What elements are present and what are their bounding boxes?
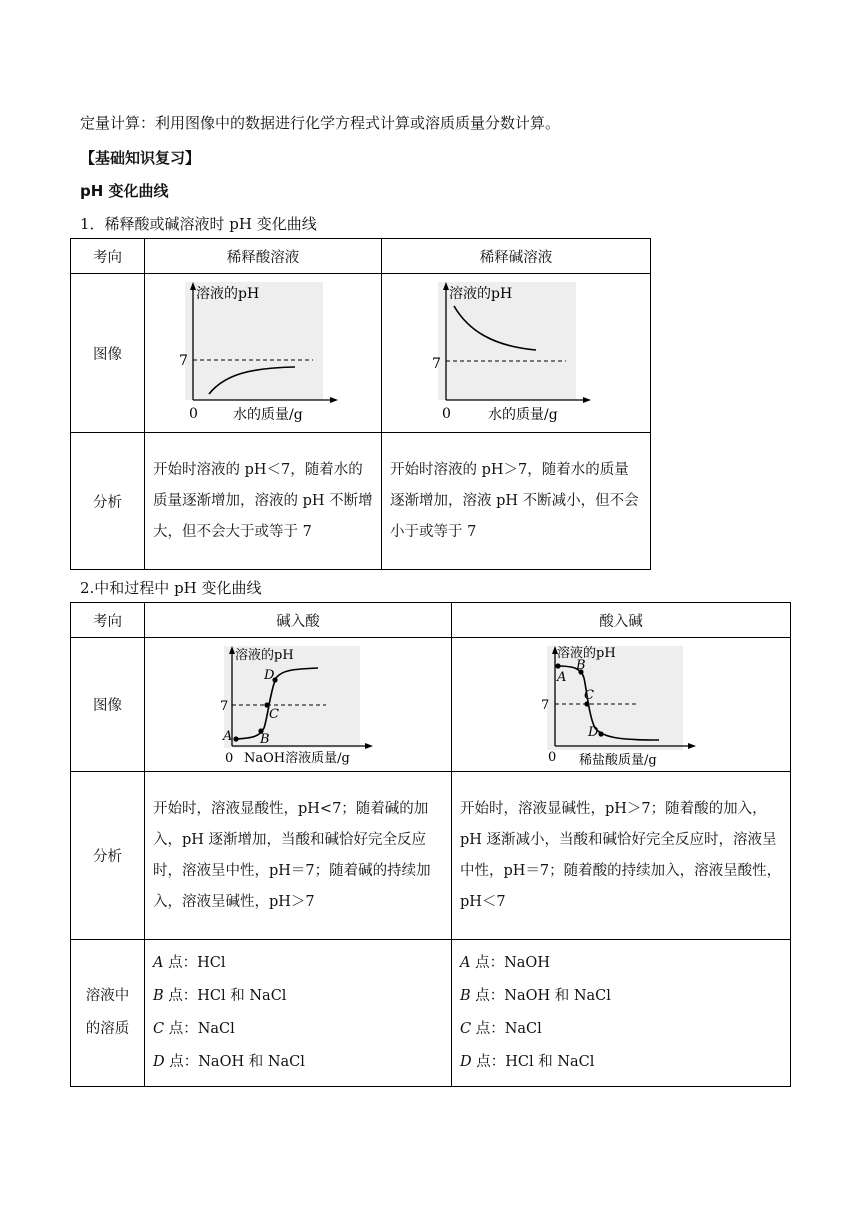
- svg-text:水的质量/g: 水的质量/g: [233, 407, 303, 423]
- svg-text:0: 0: [548, 749, 557, 765]
- solute-point-d: D 点：NaOH 和 NaCl: [153, 1054, 305, 1070]
- item2-title: 2.中和过程中 pH 变化曲线: [80, 579, 262, 597]
- graph-acid-into-base: [452, 638, 791, 772]
- row-label-image-2: 图像: [71, 638, 145, 772]
- svg-text:0: 0: [189, 406, 198, 422]
- row-label-analysis: 分析: [71, 433, 145, 570]
- svg-text:7: 7: [179, 353, 188, 369]
- svg-text:D: D: [264, 667, 275, 683]
- solute-point-b: B 点：NaOH 和 NaCl: [460, 988, 611, 1004]
- header-acid-into-base: 酸入碱: [452, 603, 791, 638]
- svg-text:溶液的pH: 溶液的pH: [235, 647, 294, 663]
- svg-text:C: C: [584, 687, 594, 703]
- solutes-acid-into-base: [452, 940, 791, 1087]
- graph-base-into-acid: [145, 638, 452, 772]
- svg-text:C: C: [269, 706, 279, 722]
- solute-point-a: A 点：HCl: [153, 955, 226, 971]
- solutes-base-into-acid: [145, 940, 452, 1087]
- graph-dilute-base: [382, 274, 651, 433]
- svg-text:水的质量/g: 水的质量/g: [488, 407, 558, 423]
- neutralization-table: [70, 602, 791, 1087]
- svg-text:A: A: [223, 728, 233, 744]
- row-label-analysis-2: 分析: [71, 772, 145, 940]
- svg-text:溶液的pH: 溶液的pH: [557, 645, 616, 661]
- svg-text:0: 0: [225, 750, 234, 766]
- row-label-image: 图像: [71, 274, 145, 433]
- header-base-into-acid: 碱入酸: [145, 603, 452, 638]
- solute-point-c: C 点：NaCl: [460, 1021, 542, 1037]
- svg-text:NaOH溶液质量/g: NaOH溶液质量/g: [244, 750, 350, 766]
- svg-text:7: 7: [220, 698, 229, 714]
- svg-text:溶液的pH: 溶液的pH: [196, 286, 260, 302]
- svg-text:A: A: [557, 669, 567, 685]
- subheading: pH 变化曲线: [80, 182, 169, 200]
- solute-point-a: A 点：NaOH: [460, 955, 550, 971]
- header-kaoxiang: 考向: [71, 239, 145, 274]
- graph-dilute-acid: [145, 274, 382, 433]
- svg-text:0: 0: [442, 406, 451, 422]
- svg-text:D: D: [588, 724, 599, 740]
- solute-point-d: D 点：HCl 和 NaCl: [460, 1054, 595, 1070]
- solute-point-c: C 点：NaCl: [153, 1021, 235, 1037]
- intro-text: 定量计算：利用图像中的数据进行化学方程式计算或溶质质量分数计算。: [80, 114, 561, 132]
- solute-point-b: B 点：HCl 和 NaCl: [153, 988, 287, 1004]
- analysis-acid-into-base: 开始时，溶液显碱性，pH＞7；随着酸的加入，pH 逐渐减小，当酸和碱恰好完全反应时，溶液呈中性，pH＝7；随着酸的持续加入，溶液呈酸性，pH＜7: [452, 772, 791, 940]
- analysis-dilute-base: 开始时溶液的 pH＞7，随着水的质量逐渐增加，溶液 pH 不断减小，但不会小于或等于 7: [382, 433, 651, 570]
- header-kaoxiang-2: 考向: [71, 603, 145, 638]
- svg-text:稀盐酸质量/g: 稀盐酸质量/g: [579, 752, 657, 768]
- analysis-dilute-acid: 开始时溶液的 pH＜7，随着水的质量逐渐增加，溶液的 pH 不断增大，但不会大于或等于 7: [145, 433, 382, 570]
- header-dilute-base: 稀释碱溶液: [382, 239, 651, 274]
- svg-text:B: B: [576, 657, 586, 673]
- svg-text:7: 7: [432, 356, 441, 372]
- svg-text:7: 7: [541, 697, 550, 713]
- analysis-base-into-acid: 开始时，溶液显酸性，pH<7；随着碱的加入，pH 逐渐增加，当酸和碱恰好完全反应时，溶液呈中性，pH＝7；随着碱的持续加入，溶液呈碱性，pH＞7: [145, 772, 452, 940]
- svg-text:B: B: [260, 731, 270, 747]
- row-label-solute: 溶液中 的溶质: [71, 940, 145, 1087]
- header-dilute-acid: 稀释酸溶液: [145, 239, 382, 274]
- item1-title: 1．稀释酸或碱溶液时 pH 变化曲线: [80, 215, 317, 233]
- dilution-table: [70, 238, 651, 570]
- section-heading: 【基础知识复习】: [80, 149, 201, 167]
- svg-text:溶液的pH: 溶液的pH: [449, 286, 513, 302]
